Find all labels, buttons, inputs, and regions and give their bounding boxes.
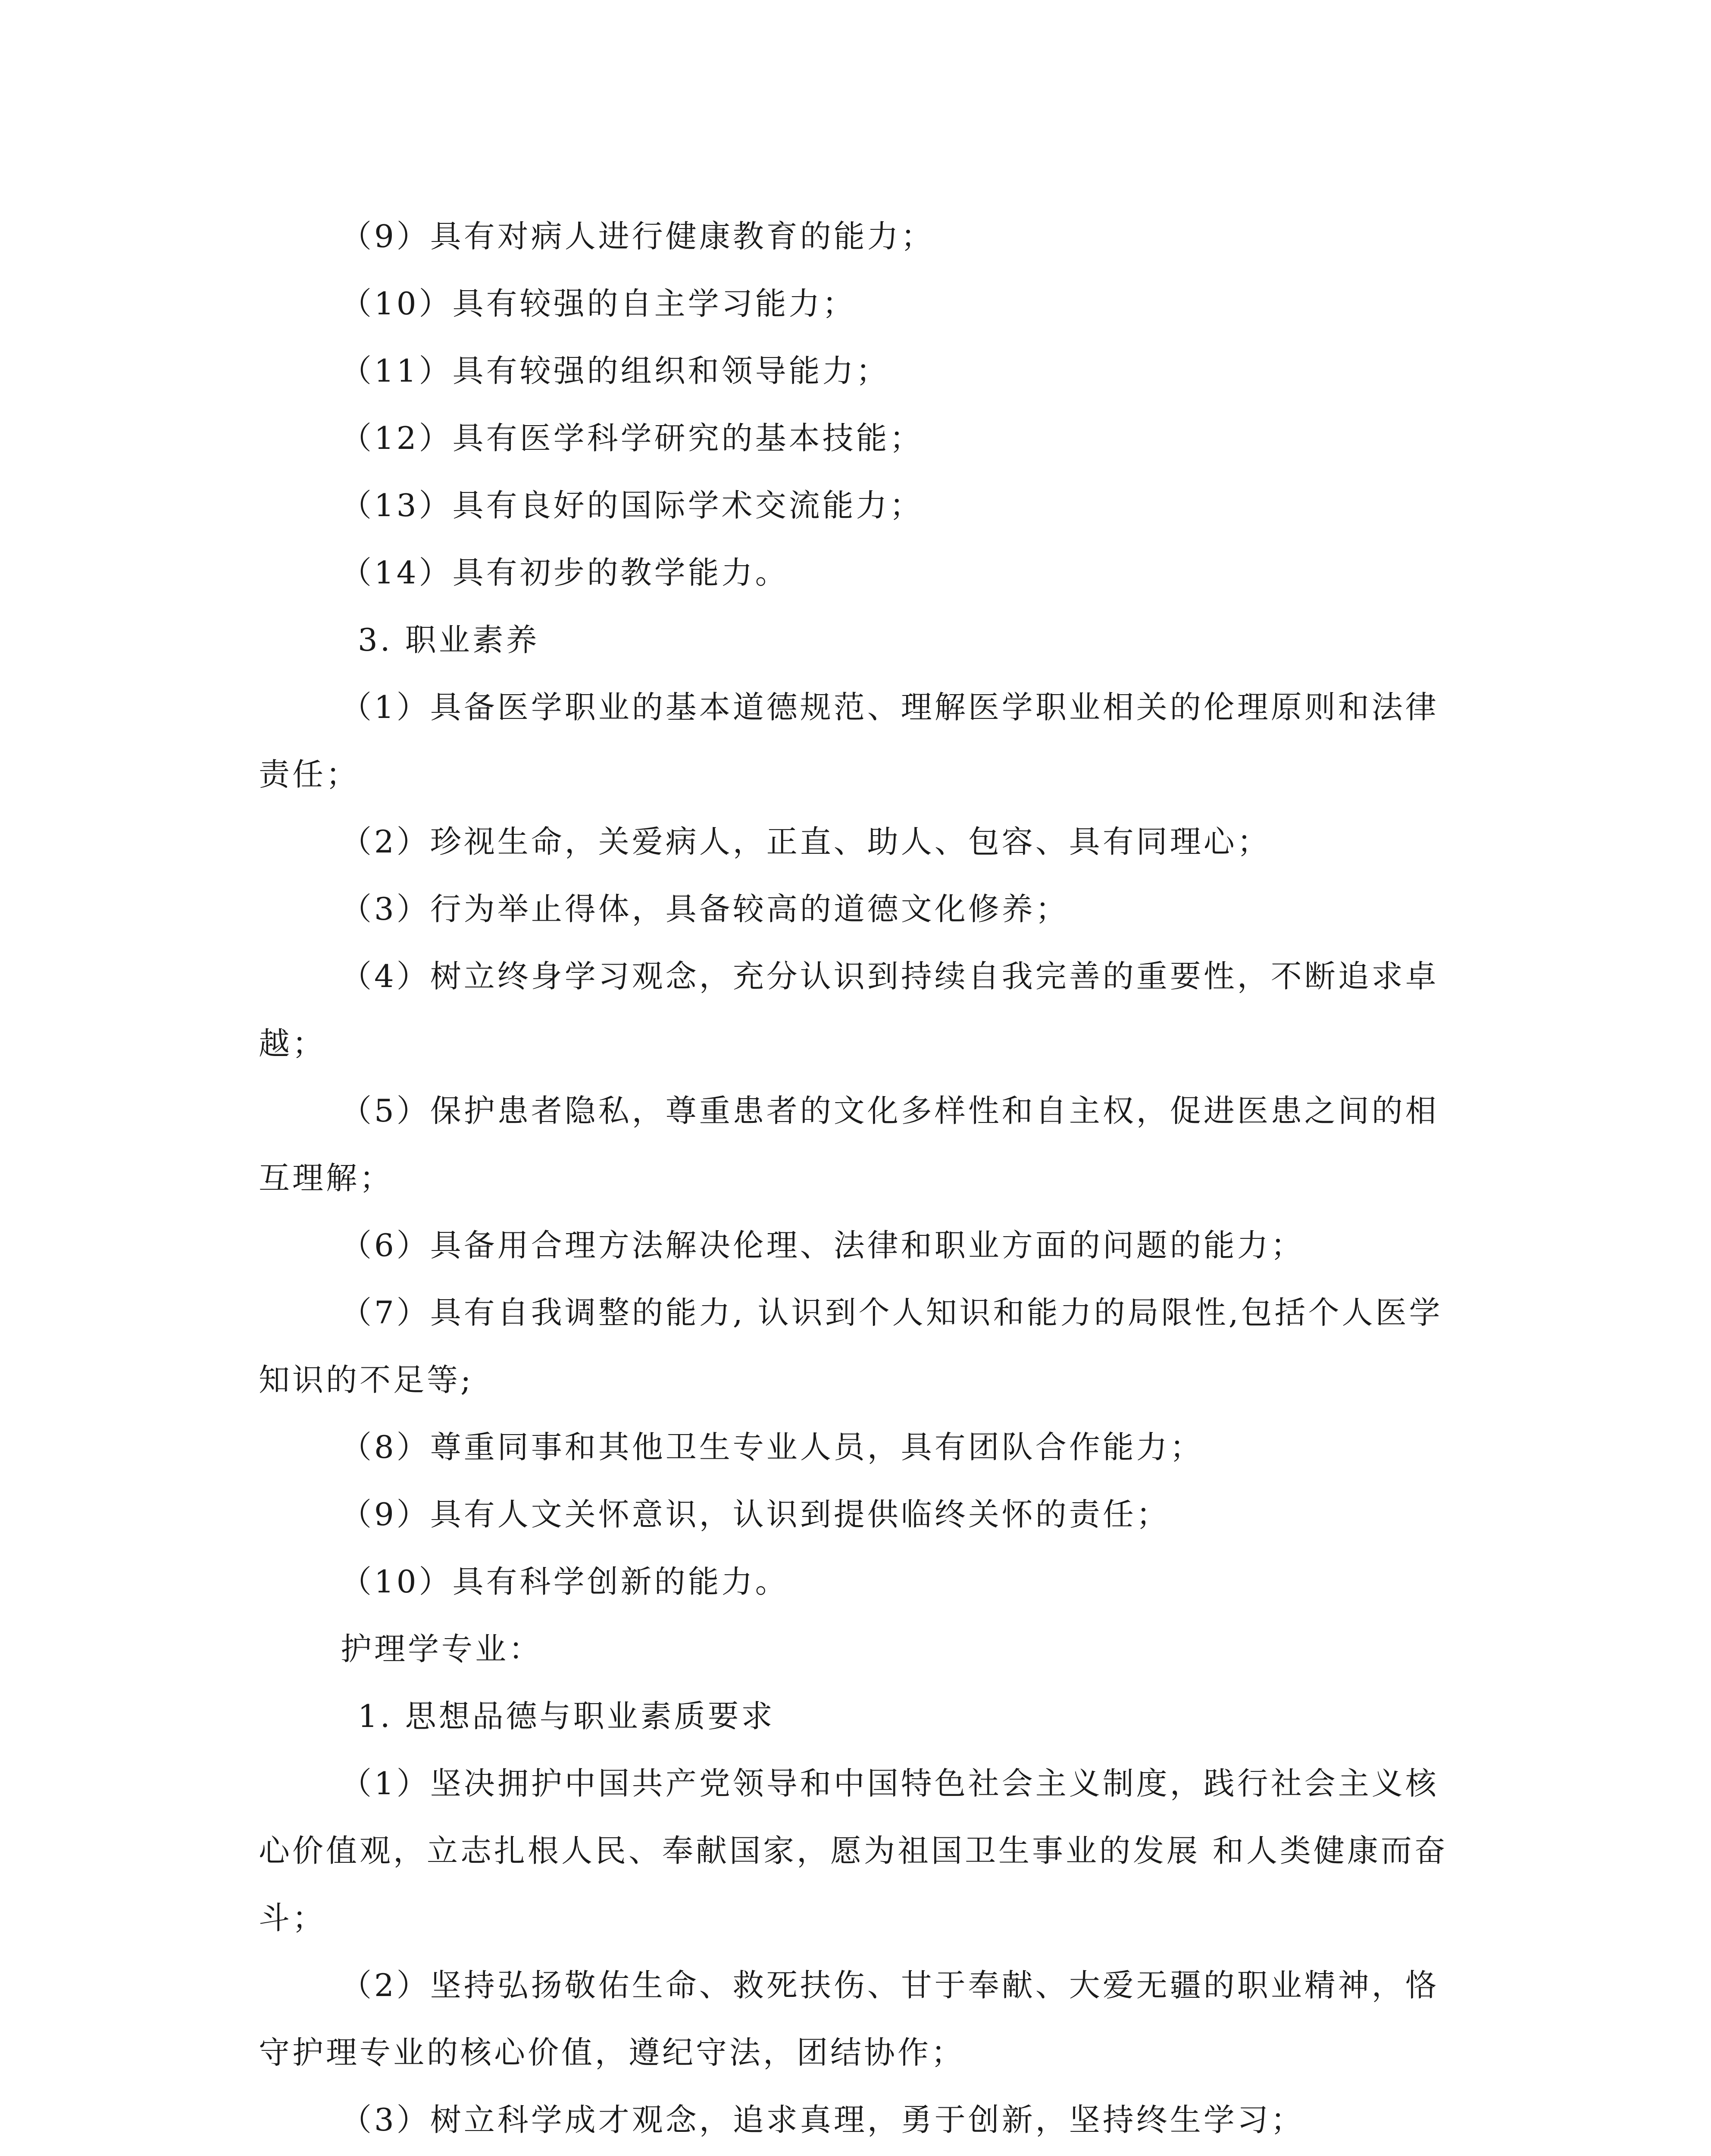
paragraph-item-4-health: [259, 2153, 1457, 2156]
paragraph-item-1-support-party: （1）坚决拥护中国共产党领导和中国特色社会主义制度，践行社会主义核心价值观，立志扎根人民、奉献国家，愿为祖国卫生事业的发展 和人类健康而奋斗；: [259, 1765, 1448, 1936]
paragraph-item-12-research: （12）具有医学科学研究的基本技能；: [341, 420, 923, 456]
paragraph-item-13-academic-exchange: （13）具有良好的国际学术交流能力；: [341, 487, 923, 523]
paragraph-item-2-cherish-life: （2）珍视生命，关爱病人，正直、助人、包容、具有同理心；: [341, 824, 1271, 860]
section-heading-moral-requirements: 1. 思想品德与职业素质要求: [358, 1698, 775, 1734]
paragraph-item-3-scientific-view: （3）树立科学成才观念，追求真理，勇于创新，坚持终生学习；: [341, 2102, 1304, 2138]
paragraph-item-6-problem-solving: （6）具备用合理方法解决伦理、法律和职业方面的问题的能力；: [341, 1227, 1304, 1263]
paragraph-item-9-humanistic-care: （9）具有人文关怀意识，认识到提供临终关怀的责任；: [341, 1496, 1170, 1532]
paragraph-item-8-teamwork: （8）尊重同事和其他卫生专业人员，具有团队合作能力；: [341, 1429, 1204, 1465]
paragraph-item-9-health-education: （9）具有对病人进行健康教育的能力；: [341, 218, 935, 254]
paragraph-item-10-innovation: （10）具有科学创新的能力。: [341, 1564, 789, 1600]
paragraph-item-1-ethics: （1）具备医学职业的基本道德规范、理解医学职业相关的伦理原则和法律责任；: [259, 689, 1439, 793]
paragraph-item-7-self-adjustment: （7）具有自我调整的能力, 认识到个人知识和能力的局限性,包括个人医学知识的不足等;: [259, 1294, 1443, 1398]
paragraph-item-3-behavior: （3）行为举止得体，具备较高的道德文化修养；: [341, 891, 1069, 927]
paragraph-item-14-teaching: （14）具有初步的教学能力。: [341, 555, 789, 591]
paragraph-item-11-organization: （11）具有较强的组织和领导能力；: [341, 353, 890, 389]
section-heading-nursing: 护理学专业：: [341, 1631, 543, 1667]
paragraph-item-10-self-learning: （10）具有较强的自主学习能力；: [341, 285, 856, 322]
paragraph-item-5-privacy: （5）保护患者隐私，尊重患者的文化多样性和自主权，促进医患之间的相互理解；: [259, 1093, 1439, 1196]
section-heading-professionalism: 3. 职业素养: [358, 622, 540, 658]
paragraph-item-2-professional-spirit: （2）坚持弘扬敬佑生命、救死扶伤、甘于奉献、大爱无疆的职业精神，恪守护理专业的核心价值，遵纪守法，团结协作；: [259, 1967, 1439, 2071]
document-body: [259, 203, 1457, 2156]
paragraph-item-4-lifelong-learning: （4）树立终身学习观念，充分认识到持续自我完善的重要性，不断追求卓越；: [259, 958, 1439, 1062]
